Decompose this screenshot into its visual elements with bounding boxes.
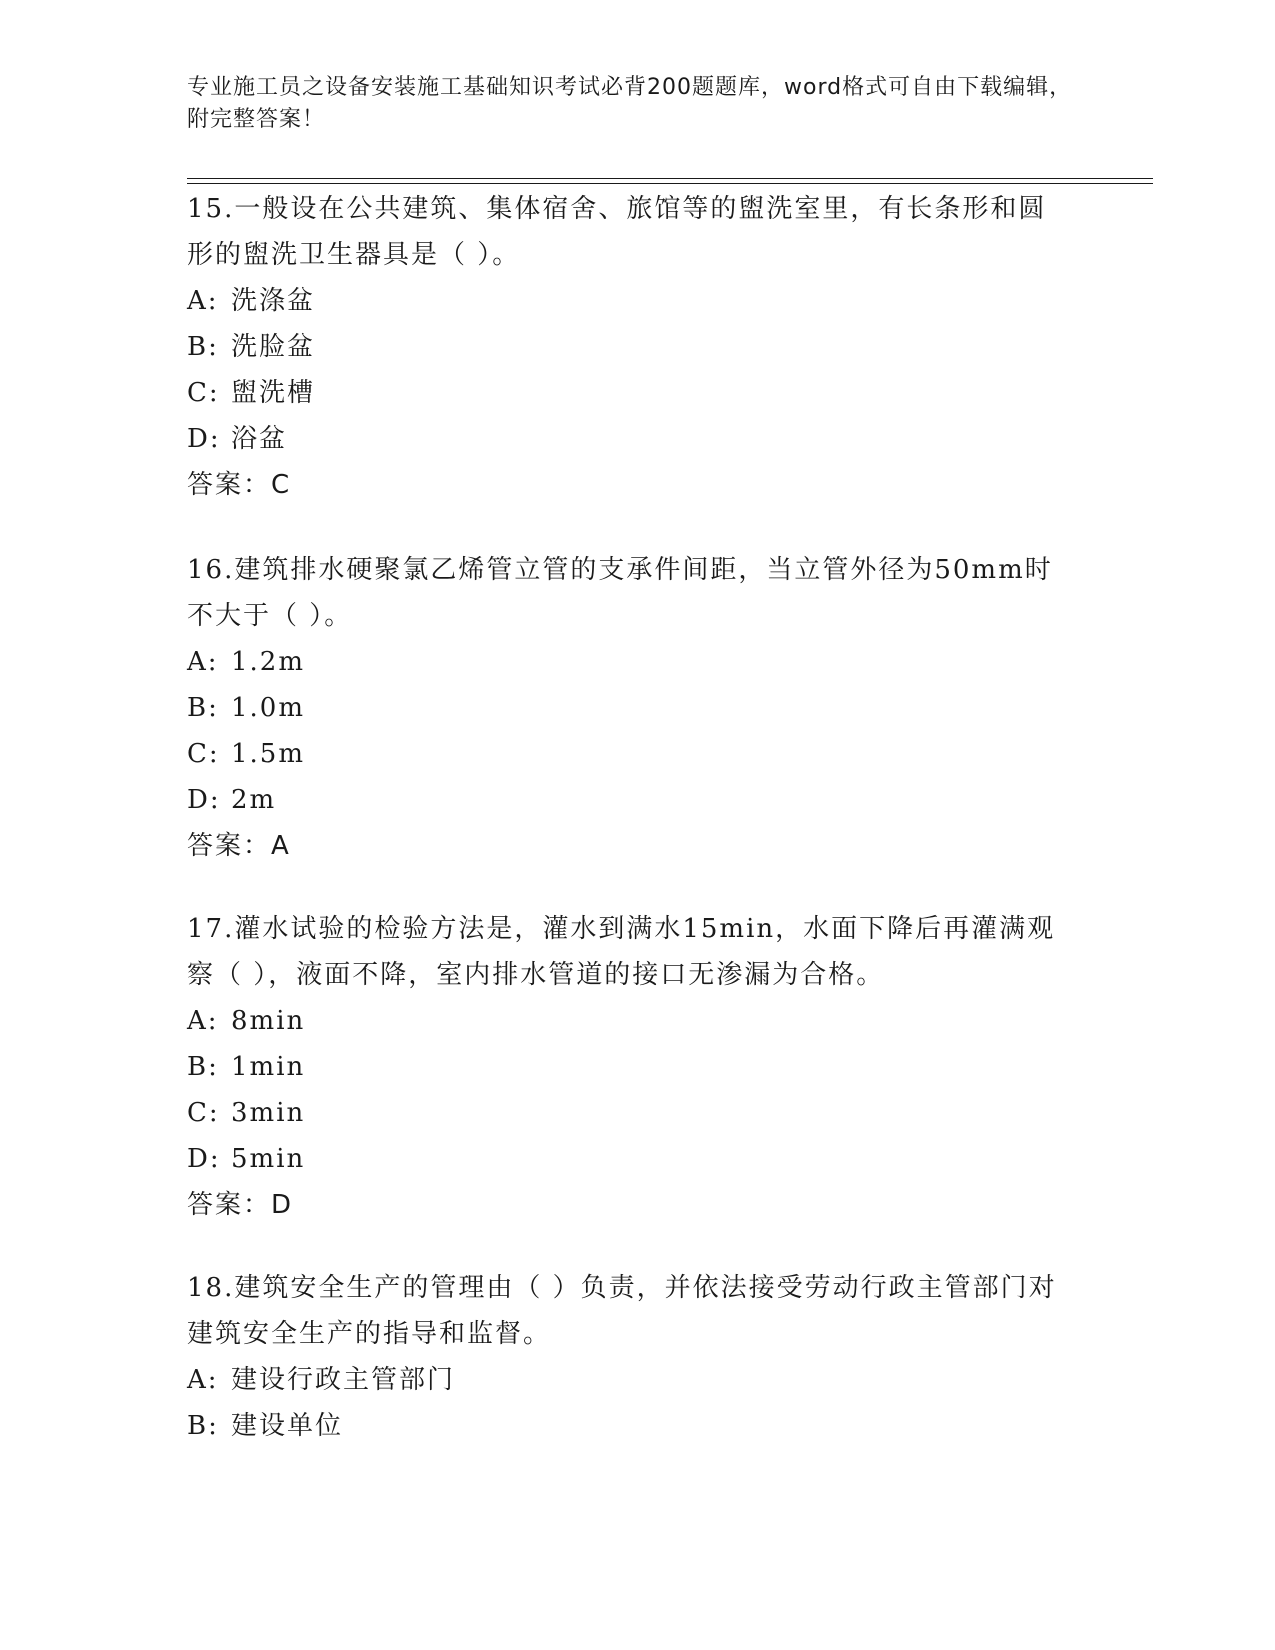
question-17 [187, 906, 1067, 1228]
answer-line: 答案：A [187, 831, 291, 861]
option-key: A: [187, 647, 219, 677]
option-b [187, 1044, 1067, 1090]
document-header: 专业施工员之设备安装施工基础知识考试必背200题题库，word格式可自由下载编辑，附完整答案！ [187, 75, 1073, 132]
question-15 [187, 186, 1067, 508]
option-key: D: [187, 785, 221, 815]
option-key: C: [187, 1098, 220, 1128]
option-c [187, 731, 1067, 777]
option-c [187, 1090, 1067, 1136]
option-key: A: [187, 286, 219, 316]
option-text: 3min [231, 1098, 306, 1128]
option-key: B: [187, 332, 219, 362]
option-key: A: [187, 1365, 219, 1395]
option-a [187, 639, 1067, 685]
option-key: C: [187, 378, 220, 408]
option-b [187, 324, 1067, 370]
option-text: 1min [231, 1052, 306, 1082]
option-text: 5min [231, 1144, 306, 1174]
option-a [187, 1357, 1067, 1403]
question-16 [187, 547, 1067, 869]
question-stem: 15.一般设在公共建筑、集体宿舍、旅馆等的盥洗室里，有长条形和圆形的盥洗卫生器具是（ ）。 [187, 194, 1047, 270]
option-text: 2m [231, 785, 277, 815]
option-text: 1.5m [231, 739, 306, 769]
option-key: A: [187, 1006, 219, 1036]
option-d [187, 777, 1067, 823]
option-text: 1.2m [231, 647, 306, 677]
option-key: D: [187, 1144, 221, 1174]
option-text: 洗脸盆 [231, 332, 316, 362]
question-stem: 18.建筑安全生产的管理由（ ）负责，并依法接受劳动行政主管部门对建筑安全生产的指导和监督。 [187, 1273, 1057, 1349]
option-d [187, 1136, 1067, 1182]
option-text: 8min [231, 1006, 306, 1036]
option-d [187, 416, 1067, 462]
option-a [187, 998, 1067, 1044]
option-key: C: [187, 739, 220, 769]
option-key: B: [187, 1052, 219, 1082]
option-text: 建设行政主管部门 [231, 1365, 456, 1395]
option-key: B: [187, 1411, 219, 1441]
option-text: 1.0m [231, 693, 306, 723]
option-text: 洗涤盆 [231, 286, 316, 316]
option-b [187, 1403, 1067, 1449]
option-key: D: [187, 424, 221, 454]
option-c [187, 370, 1067, 416]
header-divider-bottom [187, 183, 1153, 184]
option-a [187, 278, 1067, 324]
answer-line: 答案：D [187, 1190, 294, 1220]
option-text: 盥洗槽 [231, 378, 316, 408]
answer-line: 答案：C [187, 470, 292, 500]
question-stem: 16.建筑排水硬聚氯乙烯管立管的支承件间距，当立管外径为50mm时不大于（ ）。 [187, 555, 1053, 631]
option-key: B: [187, 693, 219, 723]
option-b [187, 685, 1067, 731]
question-stem: 17.灌水试验的检验方法是，灌水到满水15min，水面下降后再灌满观察（ ），液面不降，室内排水管道的接口无渗漏为合格。 [187, 914, 1056, 990]
header-divider-top [187, 178, 1153, 179]
option-text: 建设单位 [231, 1411, 344, 1441]
option-text: 浴盆 [231, 424, 288, 454]
question-18 [187, 1265, 1067, 1449]
